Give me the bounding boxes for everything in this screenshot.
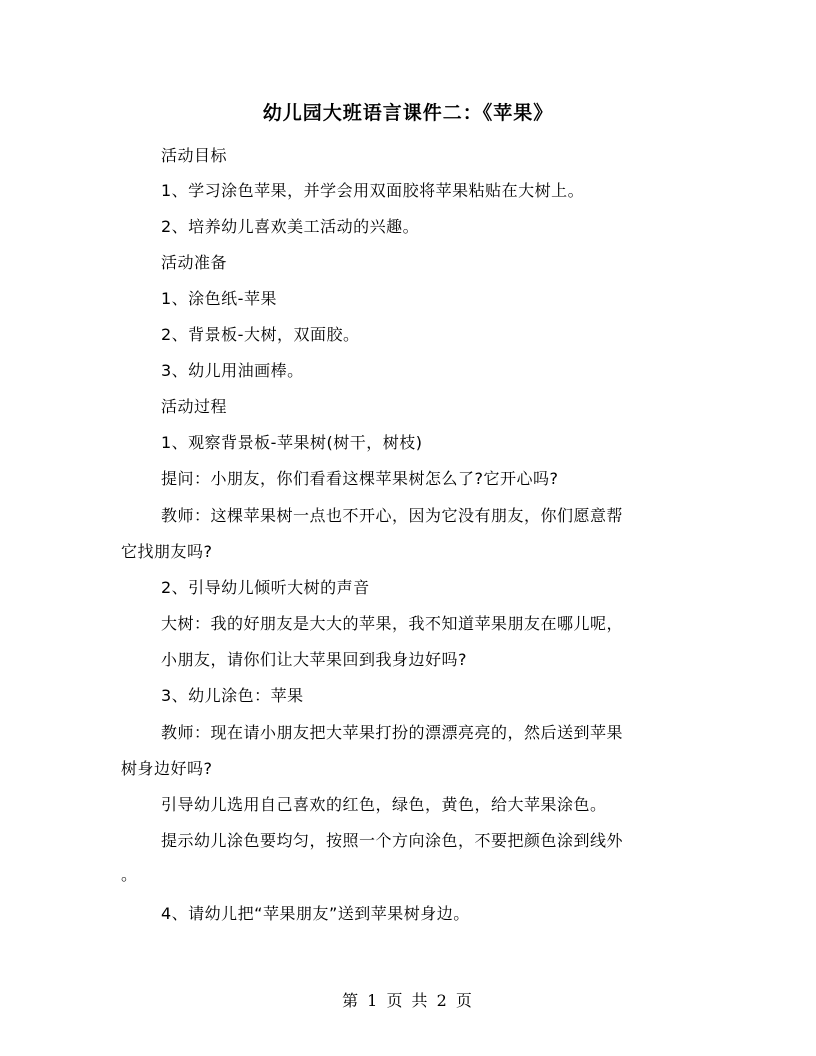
paragraph-line: 小朋友，请你们让大苹果回到我身边好吗? bbox=[161, 650, 467, 669]
page-number-footer: 第 1 页 共 2 页 bbox=[342, 991, 474, 1010]
paragraph-line: 3、幼儿用油画棒。 bbox=[161, 361, 304, 380]
paragraph-line: 教师：现在请小朋友把大苹果打扮的漂漂亮亮的，然后送到苹果 bbox=[161, 723, 624, 742]
paragraph-line: 2、培养幼儿喜欢美工活动的兴趣。 bbox=[161, 217, 420, 236]
paragraph-line: 2、引导幼儿倾听大树的声音 bbox=[161, 578, 370, 597]
paragraph-line: 1、学习涂色苹果，并学会用双面胶将苹果粘贴在大树上。 bbox=[161, 181, 585, 200]
paragraph-line: 提示幼儿涂色要均匀，按照一个方向涂色，不要把颜色涂到线外 bbox=[161, 831, 624, 850]
paragraph-line: 引导幼儿选用自己喜欢的红色，绿色，黄色，给大苹果涂色。 bbox=[161, 795, 607, 814]
section-heading-process: 活动过程 bbox=[161, 397, 228, 416]
paragraph-line: 它找朋友吗? bbox=[121, 542, 213, 561]
document-title: 幼儿园大班语言课件二：《苹果》 bbox=[262, 102, 554, 124]
paragraph-line: 提问：小朋友，你们看看这棵苹果树怎么了?它开心吗? bbox=[161, 469, 559, 488]
paragraph-line: 1、涂色纸-苹果 bbox=[161, 289, 277, 308]
paragraph-line: 2、背景板-大树，双面胶。 bbox=[161, 325, 360, 344]
section-heading-objectives: 活动目标 bbox=[161, 146, 228, 165]
paragraph-line: 树身边好吗? bbox=[121, 759, 213, 778]
section-heading-preparation: 活动准备 bbox=[161, 253, 228, 272]
paragraph-line: 3、幼儿涂色：苹果 bbox=[161, 686, 304, 705]
paragraph-line: 教师：这棵苹果树一点也不开心，因为它没有朋友，你们愿意帮 bbox=[161, 506, 624, 525]
paragraph-line: 4、请幼儿把“苹果朋友”送到苹果树身边。 bbox=[161, 904, 470, 923]
paragraph-line: 大树：我的好朋友是大大的苹果，我不知道苹果朋友在哪儿呢， bbox=[161, 614, 624, 633]
paragraph-line: 1、观察背景板-苹果树(树干，树枝) bbox=[161, 433, 423, 452]
paragraph-line: 。 bbox=[121, 865, 138, 884]
